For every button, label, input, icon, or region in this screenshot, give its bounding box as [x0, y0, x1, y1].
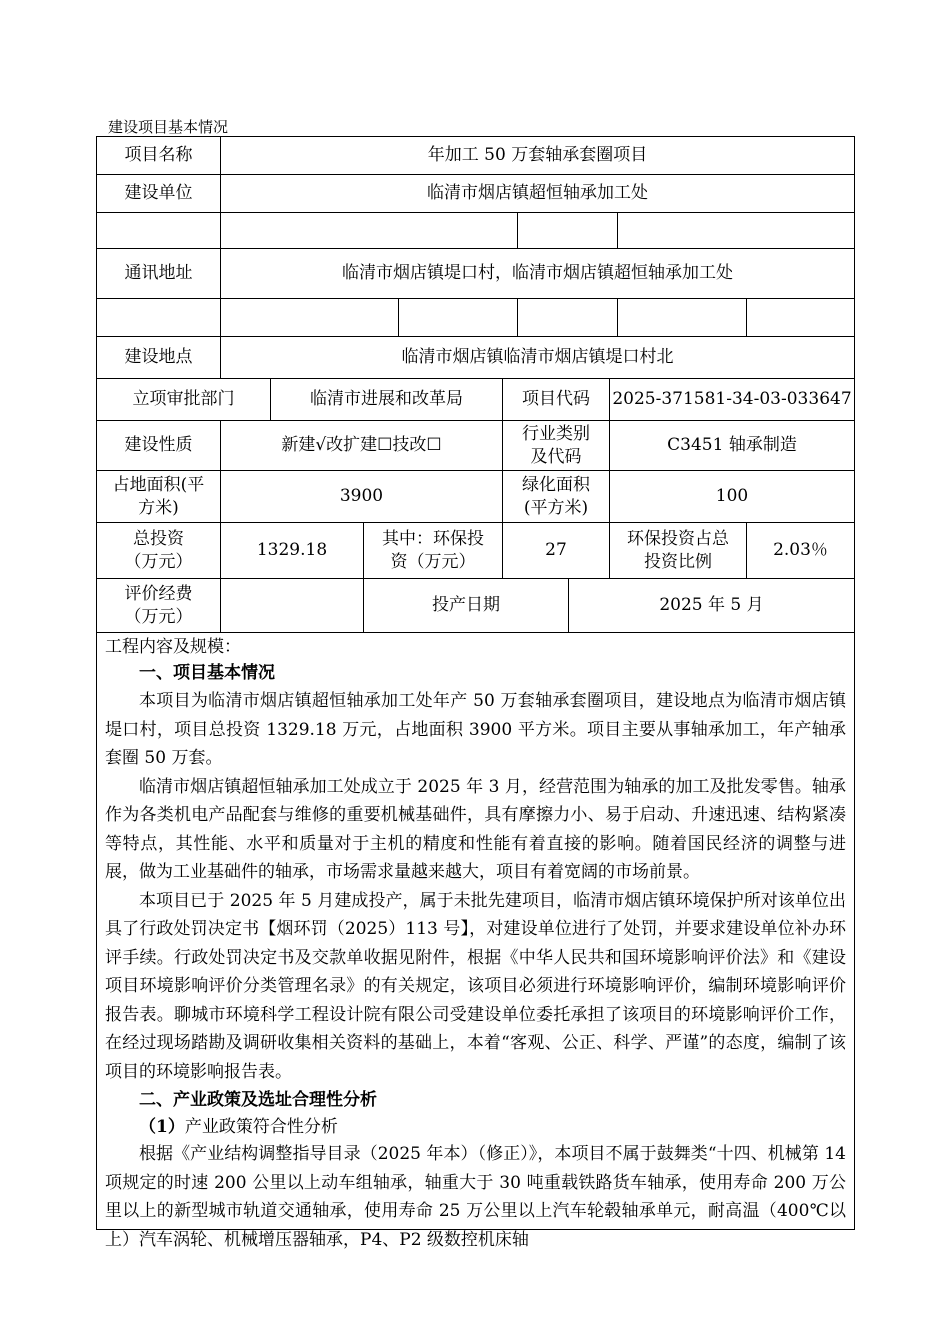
empty-cell: [518, 213, 618, 248]
total-invest-label: 总投资（万元）: [97, 523, 221, 578]
env-invest-label: 其中：环保投资（万元）: [364, 523, 503, 578]
env-ratio-value: 2.03％: [773, 540, 828, 560]
row-fee: [97, 579, 854, 633]
content-intro: 工程内容及规模：: [105, 637, 241, 657]
empty-cell: [221, 299, 399, 336]
row-area: [97, 471, 854, 523]
empty-cell: [97, 213, 221, 248]
row-investment: [97, 523, 854, 579]
empty-cell: [747, 299, 854, 336]
row-approval: [97, 379, 854, 421]
empty-cell: [518, 299, 618, 336]
row-empty-1: [97, 213, 854, 249]
nature-label: 建设性质: [97, 421, 221, 470]
builder-value: 临清市烟店镇超恒轴承加工处: [427, 183, 648, 203]
section-heading-2: 二、产业政策及选址合理性分析: [139, 1090, 377, 1110]
builder-label: 建设单位: [97, 175, 221, 212]
address-value: 临清市烟店镇堤口村，临清市烟店镇超恒轴承加工处: [342, 263, 733, 283]
paragraph-2: 临清市烟店镇超恒轴承加工处成立于 2025 年 3 月，经营范围为轴承的加工及批发零售。轴承作为各类机电产品配套与维修的重要机械基础件，具有摩擦力小、易于启动、升速迅速、结构紧凑等特点，其性能、水平和质量对于主机的精度和性能有着直接的影响。随着国民经济的调整与进展，做为工业基础件的轴承，市场需求量越来越大，项目有着宽阔的市场前景。: [105, 776, 846, 882]
industry-label: 行业类别及代码: [503, 421, 610, 470]
subsection-heading: [105, 1114, 846, 1140]
table-caption: 建设项目基本情况: [108, 118, 229, 136]
paragraph-3: 本项目已于 2025 年 5 月建成投产，属于未批先建项目，临清市烟店镇环境保护所对该单位出具了行政处罚决定书【烟环罚（2025）113 号】，对建设单位进行了处罚，并要求建设单位补办环评手续。行政处罚决定书及交款单收据见附件，根据《中华人民共和国环境影响评价法》和《建设项目环境影响评价分类管理名录》的有关规定，该项目必须进行环境影响评价，编制环境影响评价报告表。聊城市环境科学工程设计院有限公司受建设单位委托承担了该项目的环境影响评价工作，在经过现场踏勘及调研收集相关资料的基础上，本着“客观、公正、科学、严谨”的态度，编制了该项目的环境影响报告表。: [105, 890, 846, 1082]
industry-value: C3451 轴承制造: [667, 435, 797, 455]
paragraph-4: 根据《产业结构调整指导目录（2025 年本）（修正）》，本项目不属于鼓舞类“十四、机械第 14 项规定的时速 200 公里以上动车组轴承，轴重大于 30 吨重载铁路货车轴承，使用寿命 200 万公里以上的新型城市轨道交通轴承，使用寿命 25 万公里以上汽车轮毂轴承单元，耐高温（400℃以上）汽车涡轮、机械增压器轴承，P4、P2 级数控机床轴: [105, 1144, 846, 1250]
total-invest-value: 1329.18: [221, 523, 364, 578]
subsection-title: 产业政策符合性分析: [184, 1117, 338, 1137]
project-content: [97, 633, 854, 1254]
site-label: 建设地点: [97, 337, 221, 378]
row-builder: [97, 175, 854, 213]
land-area-value: 3900: [221, 471, 503, 522]
approval-dept-label: 立项审批部门: [97, 379, 271, 420]
eval-fee-label: 评价经费（万元）: [97, 579, 221, 632]
row-site: [97, 337, 854, 379]
green-area-value: 100: [715, 486, 749, 506]
paragraph-1: 本项目为临清市烟店镇超恒轴承加工处年产 50 万套轴承套圈项目，建设地点为临清市烟店镇堤口村，项目总投资 1329.18 万元，占地面积 3900 平方米。项目主要从事轴承加工，年产轴承套圈 50 万套。: [105, 691, 846, 768]
empty-cell: [618, 213, 854, 248]
empty-cell: [399, 299, 518, 336]
empty-cell: [221, 213, 518, 248]
subsection-number: （1）: [139, 1117, 185, 1137]
production-date-value: 2025 年 5 月: [659, 595, 764, 615]
project-name-value: 年加工 50 万套轴承套圈项目: [427, 145, 648, 165]
land-area-label: 占地面积(平方米): [97, 471, 221, 522]
green-area-label: 绿化面积(平方米): [503, 471, 610, 522]
env-ratio-label: 环保投资占总投资比例: [610, 523, 747, 578]
empty-cell: [97, 299, 221, 336]
production-date-label: 投产日期: [364, 579, 569, 632]
row-address: [97, 249, 854, 299]
row-empty-2: [97, 299, 854, 337]
section-heading-1: 一、项目基本情况: [139, 663, 275, 683]
address-label: 通讯地址: [97, 249, 221, 298]
row-project-name: [97, 137, 854, 175]
approval-dept-value: 临清市进展和改革局: [271, 379, 503, 420]
site-value: 临清市烟店镇临清市烟店镇堤口村北: [401, 347, 674, 367]
project-code-label: 项目代码: [503, 379, 610, 420]
project-name-label: 项目名称: [97, 137, 221, 174]
row-nature: [97, 421, 854, 471]
eval-fee-value: [221, 579, 364, 632]
empty-cell: [618, 299, 747, 336]
env-invest-value: 27: [503, 523, 610, 578]
nature-value: 新建√改扩建☐技改☐: [221, 421, 503, 470]
project-code-value: 2025-371581-34-03-033647: [612, 389, 852, 409]
project-info-table: [96, 136, 855, 1250]
